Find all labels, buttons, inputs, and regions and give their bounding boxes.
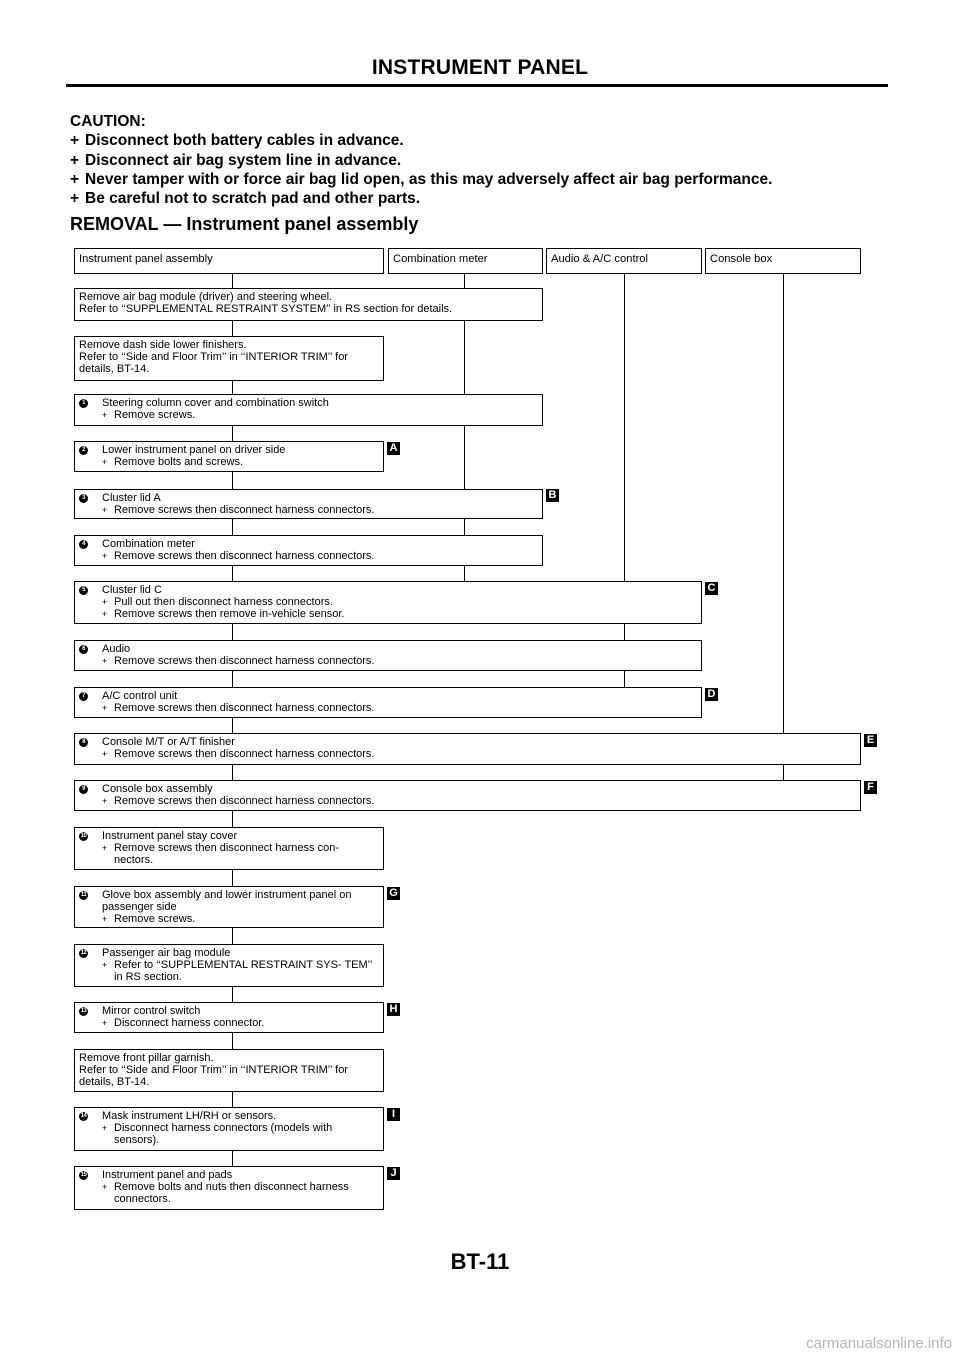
connector-line: [232, 380, 233, 395]
caution-item: + Disconnect both battery cables in advance.: [70, 132, 404, 150]
connector-line: [232, 1092, 233, 1107]
step-number-icon: 11: [80, 892, 87, 898]
connector-line: [232, 566, 233, 581]
flow-header-console-box: Console box: [705, 248, 861, 274]
flow-step-14: 14 Mask instrument LH/RH or sensors. + Disconnect harness connectors (models with sensors).: [74, 1107, 384, 1151]
connector-line: [783, 273, 784, 733]
bullet-icon: +: [70, 170, 80, 188]
bullet-icon: +: [102, 1018, 108, 1028]
flow-step-12: 12 Passenger air bag module + Refer to ‘‘SUPPLEMENTAL RESTRAINT SYS- TEM’’ in RS section.: [74, 944, 384, 987]
bullet-icon: +: [102, 960, 108, 970]
bullet-icon: +: [102, 551, 108, 561]
connector-line: [232, 1033, 233, 1049]
connector-line: [464, 426, 465, 489]
connector-line: [464, 566, 465, 581]
step-number-icon: 12: [80, 950, 87, 956]
marker-h-icon: H: [387, 1003, 400, 1016]
connector-line: [232, 987, 233, 1002]
bullet-icon: +: [102, 410, 108, 420]
marker-d-icon: D: [705, 688, 718, 701]
page-header-title: INSTRUMENT PANEL: [371, 56, 589, 79]
bullet-icon: +: [102, 609, 108, 619]
marker-a-icon: A: [387, 442, 400, 455]
bullet-icon: +: [102, 457, 108, 467]
flow-step-10: 10 Instrument panel stay cover + Remove screws then disconnect harness con- nectors.: [74, 827, 384, 870]
connector-line: [232, 426, 233, 441]
marker-j-icon: J: [387, 1167, 400, 1180]
connector-line: [232, 624, 233, 640]
bullet-icon: +: [102, 1182, 108, 1192]
bullet-icon: +: [70, 132, 80, 150]
marker-g-icon: G: [387, 887, 400, 900]
header-rule: [66, 84, 888, 87]
connector-line: [464, 273, 465, 288]
flow-step-5: 5 Cluster lid C + Pull out then disconnect harness connectors. + Remove screws then remove in-vehicle sensor.: [74, 581, 702, 624]
connector-line: [232, 870, 233, 886]
flow-header-instrument-panel: Instrument panel assembly: [74, 248, 384, 274]
flow-step-9: 9 Console box assembly + Remove screws then disconnect harness connectors.: [74, 780, 861, 811]
bullet-icon: +: [102, 843, 108, 853]
flow-step-15: 15 Instrument panel and pads + Remove bolts and nuts then disconnect harness connectors.: [74, 1166, 384, 1210]
caution-item: + Never tamper with or force air bag lid open, as this may adversely affect air bag performance.: [70, 170, 773, 188]
watermark: carmanualsonline.info: [806, 1335, 952, 1352]
flow-step-3: 3 Cluster lid A + Remove screws then disconnect harness connectors.: [74, 489, 543, 519]
connector-line: [232, 718, 233, 733]
step-number-icon: 15: [80, 1172, 87, 1178]
connector-line: [624, 671, 625, 687]
caution-heading: CAUTION:: [70, 113, 146, 130]
step-number-icon: 14: [80, 1113, 87, 1119]
marker-i-icon: I: [387, 1108, 400, 1121]
step-number-icon: 2: [79, 446, 88, 455]
bullet-icon: +: [70, 151, 80, 169]
connector-line: [232, 273, 233, 288]
flow-header-audio-ac-control: Audio & A/C control: [546, 248, 702, 274]
bullet-icon: +: [102, 749, 108, 759]
connector-line: [464, 519, 465, 535]
marker-b-icon: B: [546, 489, 559, 502]
caution-block: [70, 112, 890, 208]
connector-line: [232, 321, 233, 336]
step-number-icon: 13: [80, 1008, 87, 1014]
step-number-icon: 9: [79, 785, 88, 794]
flow-step-1: 1 Steering column cover and combination switch + Remove screws.: [74, 394, 543, 426]
caution-item: + Be careful not to scratch pad and other parts.: [70, 190, 421, 208]
flow-step-11: 11 Glove box assembly and lower instrument panel on passenger side + Remove screws.: [74, 886, 384, 928]
connector-line: [624, 624, 625, 640]
connector-line: [232, 472, 233, 489]
marker-c-icon: C: [705, 582, 718, 595]
connector-line: [232, 519, 233, 535]
step-number-icon: 3: [79, 494, 88, 503]
caution-item: + Disconnect air bag system line in advance.: [70, 151, 402, 169]
step-number-icon: 6: [79, 645, 88, 654]
connector-line: [232, 811, 233, 827]
flow-header-combination-meter: Combination meter: [388, 248, 543, 274]
bullet-icon: +: [70, 190, 80, 208]
bullet-icon: +: [102, 796, 108, 806]
connector-line: [783, 765, 784, 780]
flow-step-8: 8 Console M/T or A/T finisher + Remove screws then disconnect harness connectors.: [74, 733, 861, 765]
flow-step-7: 7 A/C control unit + Remove screws then disconnect harness connectors.: [74, 687, 702, 718]
connector-line: [624, 273, 625, 581]
step-number-icon: 10: [80, 833, 87, 839]
bullet-icon: +: [102, 1123, 108, 1133]
flow-step-remove-front-pillar-garnish: Remove front pillar garnish. Refer to ‘‘Side and Floor Trim’’ in ‘‘INTERIOR TRIM’’ for details, BT-14.: [74, 1049, 384, 1092]
bullet-icon: +: [102, 505, 108, 515]
flow-step-4: 4 Combination meter + Remove screws then disconnect harness connectors.: [74, 535, 543, 566]
connector-line: [232, 928, 233, 944]
bullet-icon: +: [102, 703, 108, 713]
step-number-icon: 5: [79, 586, 88, 595]
bullet-icon: +: [102, 597, 108, 607]
page-number: BT-11: [450, 1249, 510, 1274]
step-number-icon: 7: [79, 692, 88, 701]
flow-step-remove-driver-airbag: Remove air bag module (driver) and steering wheel. Refer to ‘‘SUPPLEMENTAL RESTRAINT SYSTEM’’ in RS section for details.: [74, 288, 543, 321]
connector-line: [232, 765, 233, 780]
step-number-icon: 1: [79, 399, 88, 408]
step-number-icon: 8: [79, 738, 88, 747]
flow-step-2: 2 Lower instrument panel on driver side + Remove bolts and screws.: [74, 441, 384, 472]
connector-line: [232, 671, 233, 687]
connector-line: [232, 1151, 233, 1166]
bullet-icon: +: [102, 656, 108, 666]
flow-step-remove-dash-side-finishers: Remove dash side lower finishers. Refer to ‘‘Side and Floor Trim’’ in ‘‘INTERIOR TRIM’’ for details, BT-14.: [74, 336, 384, 381]
step-number-icon: 4: [79, 540, 88, 549]
bullet-icon: +: [102, 914, 108, 924]
marker-e-icon: E: [864, 734, 877, 747]
flow-step-13: 13 Mirror control switch + Disconnect harness connector.: [74, 1002, 384, 1033]
marker-f-icon: F: [864, 781, 877, 794]
section-title: REMOVAL — Instrument panel assembly: [70, 214, 419, 234]
connector-line: [464, 321, 465, 394]
flow-step-6: 6 Audio + Remove screws then disconnect harness connectors.: [74, 640, 702, 671]
